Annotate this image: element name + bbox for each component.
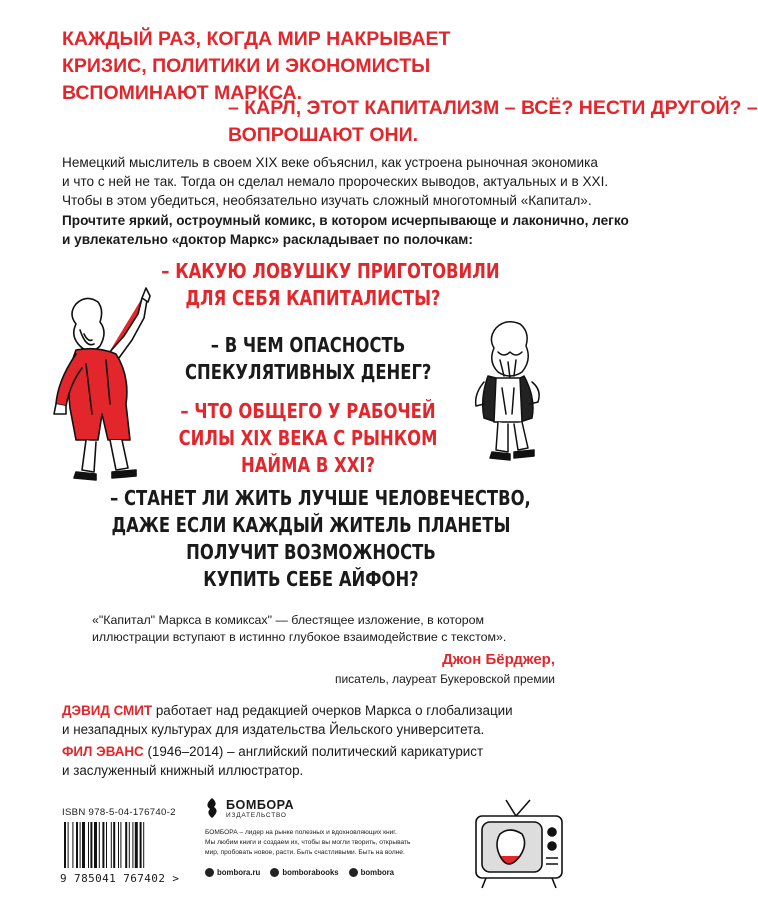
intro-bold-line: Прочтите яркий, остроумный комикс, в котором исчерпывающе и лаконично, легко <box>62 212 629 228</box>
barcode <box>62 822 172 870</box>
review-line: иллюстрации вступают в истинно глубокое взаимодействие с текстом». <box>92 630 507 644</box>
barcode-bar <box>88 822 89 868</box>
bio-author <box>62 701 582 739</box>
question-line: НАЙМА В XXI? <box>241 453 375 477</box>
barcode-bar <box>125 822 127 868</box>
bio-illustrator <box>62 742 582 780</box>
question-3 <box>169 398 448 479</box>
intro-line: Немецкий мыслитель в своем XIX веке объяснил, как устроена рыночная экономика <box>62 155 598 170</box>
barcode-bar <box>106 822 107 868</box>
intro-bold-line: и увлекательно «доктор Маркс» раскладывает по полочкам: <box>62 231 473 247</box>
barcode-bar <box>72 822 73 868</box>
review-author: Джон Бёрджер, <box>442 651 555 668</box>
barcode-bar <box>76 822 78 868</box>
bombora-logo-icon <box>204 797 220 819</box>
telegram-icon <box>349 868 358 877</box>
blurb-line: БОМБОРА – лидер на рынке полезных и вдохновляющих книг. <box>205 829 397 836</box>
question-4 <box>110 485 531 593</box>
barcode-bar <box>113 822 115 868</box>
bio-name: ДЭВИД СМИТ <box>62 703 153 718</box>
publisher-name: БОМБОРА <box>226 797 295 812</box>
barcode-bar <box>120 822 121 868</box>
barcode-bar <box>99 822 100 868</box>
question-line: СПЕКУЛЯТИВНЫХ ДЕНЕГ? <box>185 360 432 384</box>
review-author-block <box>335 651 555 686</box>
blurb-line: Мы любим книги и создаем их, чтобы вы могли творить, открывать <box>205 839 411 846</box>
barcode-bar <box>94 822 97 868</box>
intro-line: и что с ней не так. Тогда он сделал немало пророческих выводов, актуальных и в XXI. <box>62 174 609 190</box>
question-line: – В ЧЕМ ОПАСНОСТЬ <box>210 333 406 357</box>
headline-reply <box>228 95 758 149</box>
barcode-bar <box>68 822 69 868</box>
question-line: – ЧТО ОБЩЕГО У РАБОЧЕЙ <box>180 399 436 423</box>
question-line: СИЛЫ XIX ВЕКА С РЫНКОМ <box>178 426 438 450</box>
social-links <box>205 868 394 877</box>
red-marx-illustration <box>46 284 176 494</box>
headline-line: КРИЗИС, ПОЛИТИКИ И ЭКОНОМИСТЫ <box>62 55 431 77</box>
headline-reply-line: ВОПРОШАЮТ ОНИ. <box>228 124 419 146</box>
publisher-logo <box>204 797 294 819</box>
intro-paragraph <box>62 153 629 249</box>
barcode-bar <box>140 822 142 868</box>
review-line: «"Капитал" Маркса в комиксах" — блестящее изложение, в котором <box>92 613 485 627</box>
social-vk[interactable]: bomborabooks <box>270 868 338 877</box>
headline-line: КАЖДЫЙ РАЗ, КОГДА МИР НАКРЫВАЕТ <box>62 28 451 50</box>
question-line: – КАКУЮ ЛОВУШКУ ПРИГОТОВИЛИ <box>161 259 500 283</box>
bio-text: и незападных культурах для издательства Йельского университета. <box>62 722 485 737</box>
barcode-bar <box>129 822 130 868</box>
headline-reply-line: – КАРЛ, ЭТОТ КАПИТАЛИЗМ – ВСЁ? НЕСТИ ДРУГОЙ? – <box>228 97 758 119</box>
question-2 <box>185 332 431 386</box>
bio-text: и заслуженный книжный иллюстратор. <box>62 763 304 778</box>
review-quote <box>92 612 552 646</box>
question-line: ДЛЯ СЕБЯ КАПИТАЛИСТЫ? <box>185 286 441 310</box>
blurb-line: мир, пробовать новое, расти. Быть счастливыми. Быть на волне. <box>205 849 405 856</box>
vk-icon <box>270 868 279 877</box>
social-telegram[interactable]: bombora <box>349 868 394 877</box>
barcode-bar <box>90 822 92 868</box>
barcode-bar <box>82 822 85 868</box>
isbn: ISBN 978-5-04-176740-2 <box>62 807 176 818</box>
barcode-bar <box>143 822 144 868</box>
bio-name: ФИЛ ЭВАНС <box>62 744 144 759</box>
barcode-bar <box>80 822 81 868</box>
question-1 <box>161 258 500 312</box>
intro-line: Чтобы в этом убедиться, необязательно изучать сложный многотомный «Капитал». <box>62 193 592 209</box>
question-line: ПОЛУЧИТ ВОЗМОЖНОСТЬ <box>186 540 436 564</box>
barcode-bar <box>102 822 104 868</box>
barcode-bar <box>111 822 112 868</box>
headline-line: ВСПОМИНАЮТ МАРКСА. <box>62 82 303 104</box>
barcode-bar <box>118 822 119 868</box>
barcode-number: 9 785041 767402 > <box>60 872 180 885</box>
barcode-bar <box>135 822 138 868</box>
bio-text: работает над редакцией очерков Маркса о глобализации <box>155 703 513 718</box>
bw-marx-illustration <box>466 318 556 468</box>
publisher-blurb <box>205 828 465 858</box>
social-site[interactable]: bombora.ru <box>205 868 260 877</box>
barcode-bar <box>64 822 66 868</box>
review-author-role: писатель, лауреат Букеровской премии <box>334 672 555 686</box>
barcode-bar <box>132 822 133 868</box>
question-line: ДАЖЕ ЕСЛИ КАЖДЫЙ ЖИТЕЛЬ ПЛАНЕТЫ <box>111 513 511 537</box>
bio-text: (1946–2014) – английский политический карикатурист <box>147 744 484 759</box>
question-line: КУПИТЬ СЕБЕ АЙФОН? <box>203 567 419 591</box>
question-line: – СТАНЕТ ЛИ ЖИТЬ ЛУЧШЕ ЧЕЛОВЕЧЕСТВО, <box>110 486 531 510</box>
tv-illustration <box>470 798 568 892</box>
globe-icon <box>205 868 214 877</box>
publisher-sub: ИЗДАТЕЛЬСТВО <box>226 811 287 819</box>
